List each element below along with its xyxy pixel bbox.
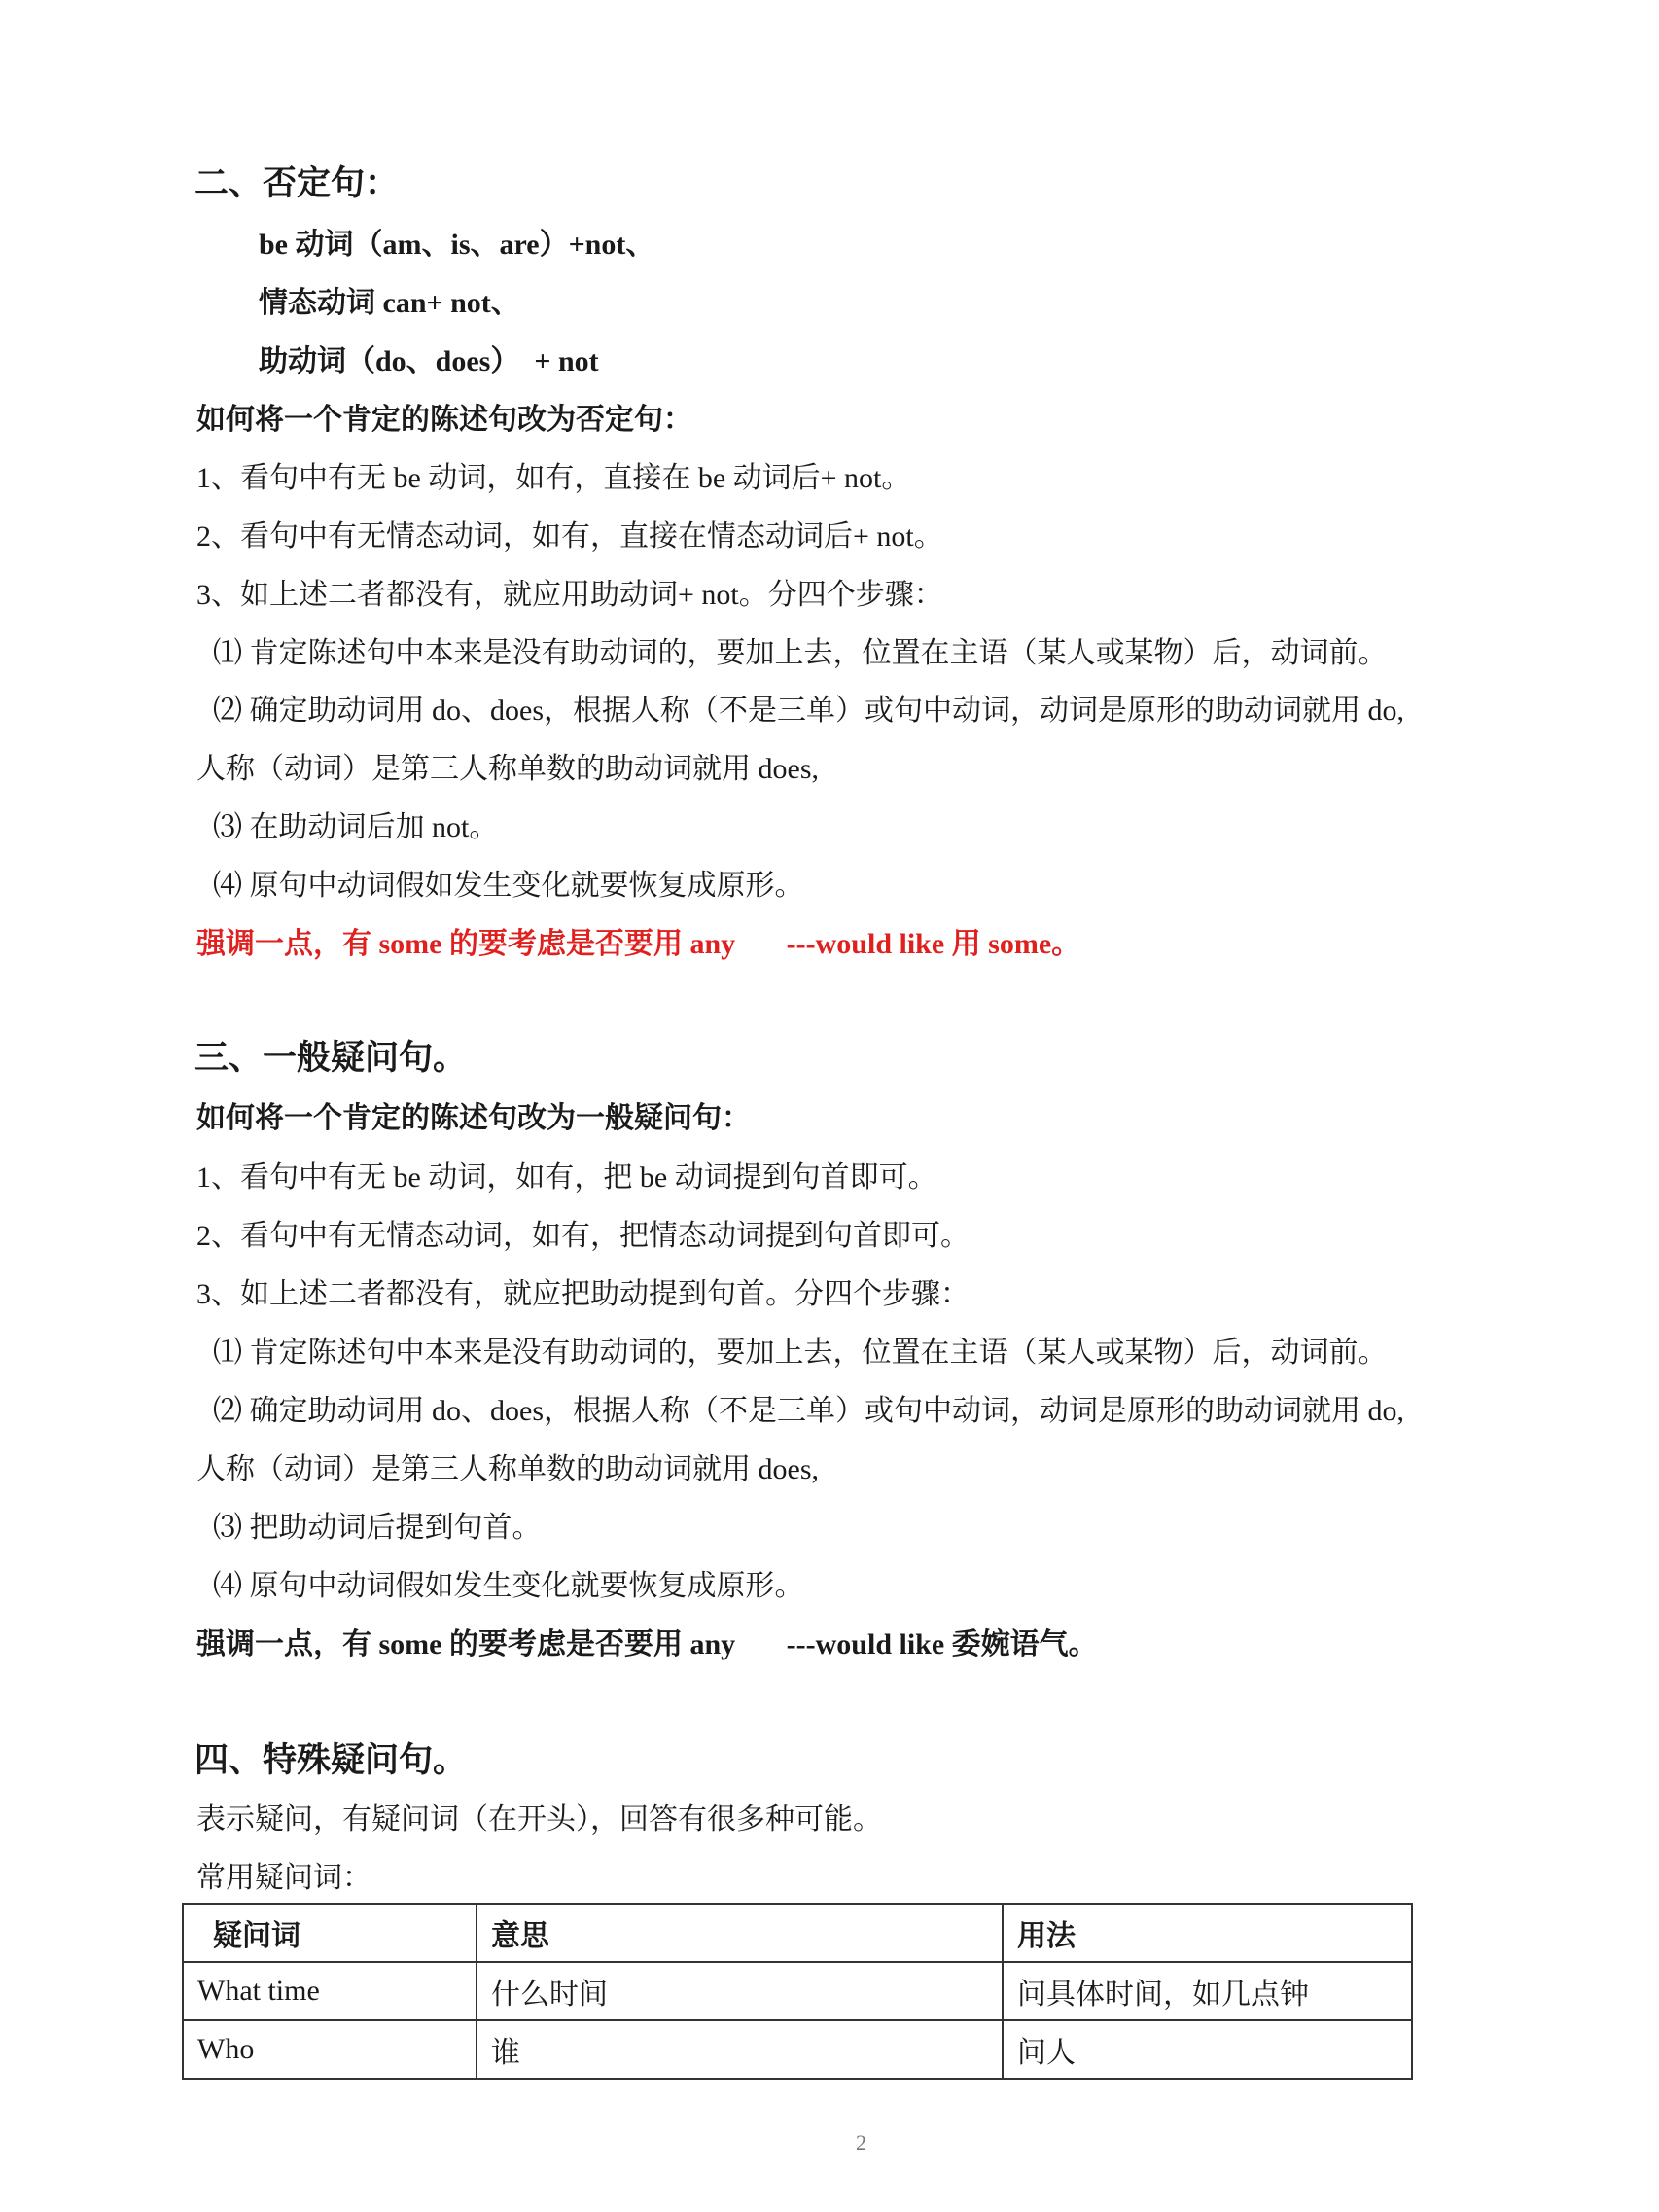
table-row bbox=[183, 1962, 1412, 2020]
substep: ⑷ 原句中动词假如发生变化就要恢复成原形。 bbox=[213, 1570, 804, 1602]
substep: ⑶ 在助动词后加 not。 bbox=[213, 811, 499, 843]
substep: ⑴ 肯定陈述句中本来是没有助动词的，要加上去，位置在主语（某人或某物）后，动词前。 bbox=[213, 1337, 1388, 1369]
table-cell: What time bbox=[183, 1962, 477, 2020]
emphasis-note: 强调一点，有 some 的要考虑是否要用 any ---would like 用 some。 bbox=[196, 928, 1081, 960]
howto-heading: 如何将一个肯定的陈述句改为否定句： bbox=[196, 404, 692, 436]
header-cell: 疑问词 bbox=[183, 1904, 477, 1962]
rule-be-verb: be 动词（am、is、are）+not、 bbox=[259, 229, 655, 261]
section-3-title: 三、一般疑问句。 bbox=[194, 1039, 468, 1078]
section-4-intro: 表示疑问，有疑问词（在开头），回答有很多种可能。 bbox=[196, 1803, 882, 1836]
header-cell: 用法 bbox=[1003, 1904, 1412, 1962]
table-cell: 什么时间 bbox=[477, 1962, 1003, 2020]
table-header-row bbox=[183, 1904, 1412, 1962]
header-cell: 意思 bbox=[477, 1904, 1003, 1962]
step: 2、看句中有无情态动词，如有，把情态动词提到句首即可。 bbox=[196, 1220, 970, 1252]
step: 2、看句中有无情态动词，如有，直接在情态动词后+ not。 bbox=[196, 520, 943, 553]
step: 3、如上述二者都没有，就应用助动词+ not。分四个步骤： bbox=[196, 579, 943, 611]
table-cell: Who bbox=[183, 2020, 477, 2079]
substep: ⑷ 原句中动词假如发生变化就要恢复成原形。 bbox=[213, 870, 804, 902]
table-cell: 问具体时间，如几点钟 bbox=[1003, 1962, 1412, 2020]
section-2-title: 二、否定句： bbox=[194, 164, 400, 203]
substep: ⑶ 把助动词后提到句首。 bbox=[213, 1512, 542, 1544]
section-4-title: 四、特殊疑问句。 bbox=[194, 1741, 468, 1780]
substep: ⑵ 确定助动词用 do、does，根据人称（不是三单）或句中动词，动词是原形的助动词就用 do, bbox=[213, 695, 1404, 727]
step: 1、看句中有无 be 动词，如有，把 be 动词提到句首即可。 bbox=[196, 1161, 937, 1194]
table-label: 常用疑问词： bbox=[196, 1862, 371, 1894]
rule-auxiliary-verb: 助动词（do、does） + not bbox=[259, 345, 599, 377]
substep: 人称（动词）是第三人称单数的助动词就用 does, bbox=[196, 1453, 819, 1485]
table-cell: 谁 bbox=[477, 2020, 1003, 2079]
page-number: 2 bbox=[856, 2130, 866, 2155]
step: 3、如上述二者都没有，就应把助动提到句首。分四个步骤： bbox=[196, 1278, 970, 1310]
step: 1、看句中有无 be 动词，如有，直接在 be 动词后+ not。 bbox=[196, 462, 911, 494]
question-words-table bbox=[182, 1903, 1413, 2080]
substep: ⑵ 确定助动词用 do、does，根据人称（不是三单）或句中动词，动词是原形的助动词就用 do, bbox=[213, 1395, 1404, 1427]
substep: 人称（动词）是第三人称单数的助动词就用 does, bbox=[196, 753, 819, 785]
table-row bbox=[183, 2020, 1412, 2079]
substep: ⑴ 肯定陈述句中本来是没有助动词的，要加上去，位置在主语（某人或某物）后，动词前。 bbox=[213, 637, 1388, 669]
howto-heading: 如何将一个肯定的陈述句改为一般疑问句： bbox=[196, 1102, 751, 1134]
emphasis-note: 强调一点，有 some 的要考虑是否要用 any ---would like 委婉语气。 bbox=[196, 1628, 1098, 1660]
table-cell: 问人 bbox=[1003, 2020, 1412, 2079]
rule-modal-verb: 情态动词 can+ not、 bbox=[259, 287, 520, 319]
